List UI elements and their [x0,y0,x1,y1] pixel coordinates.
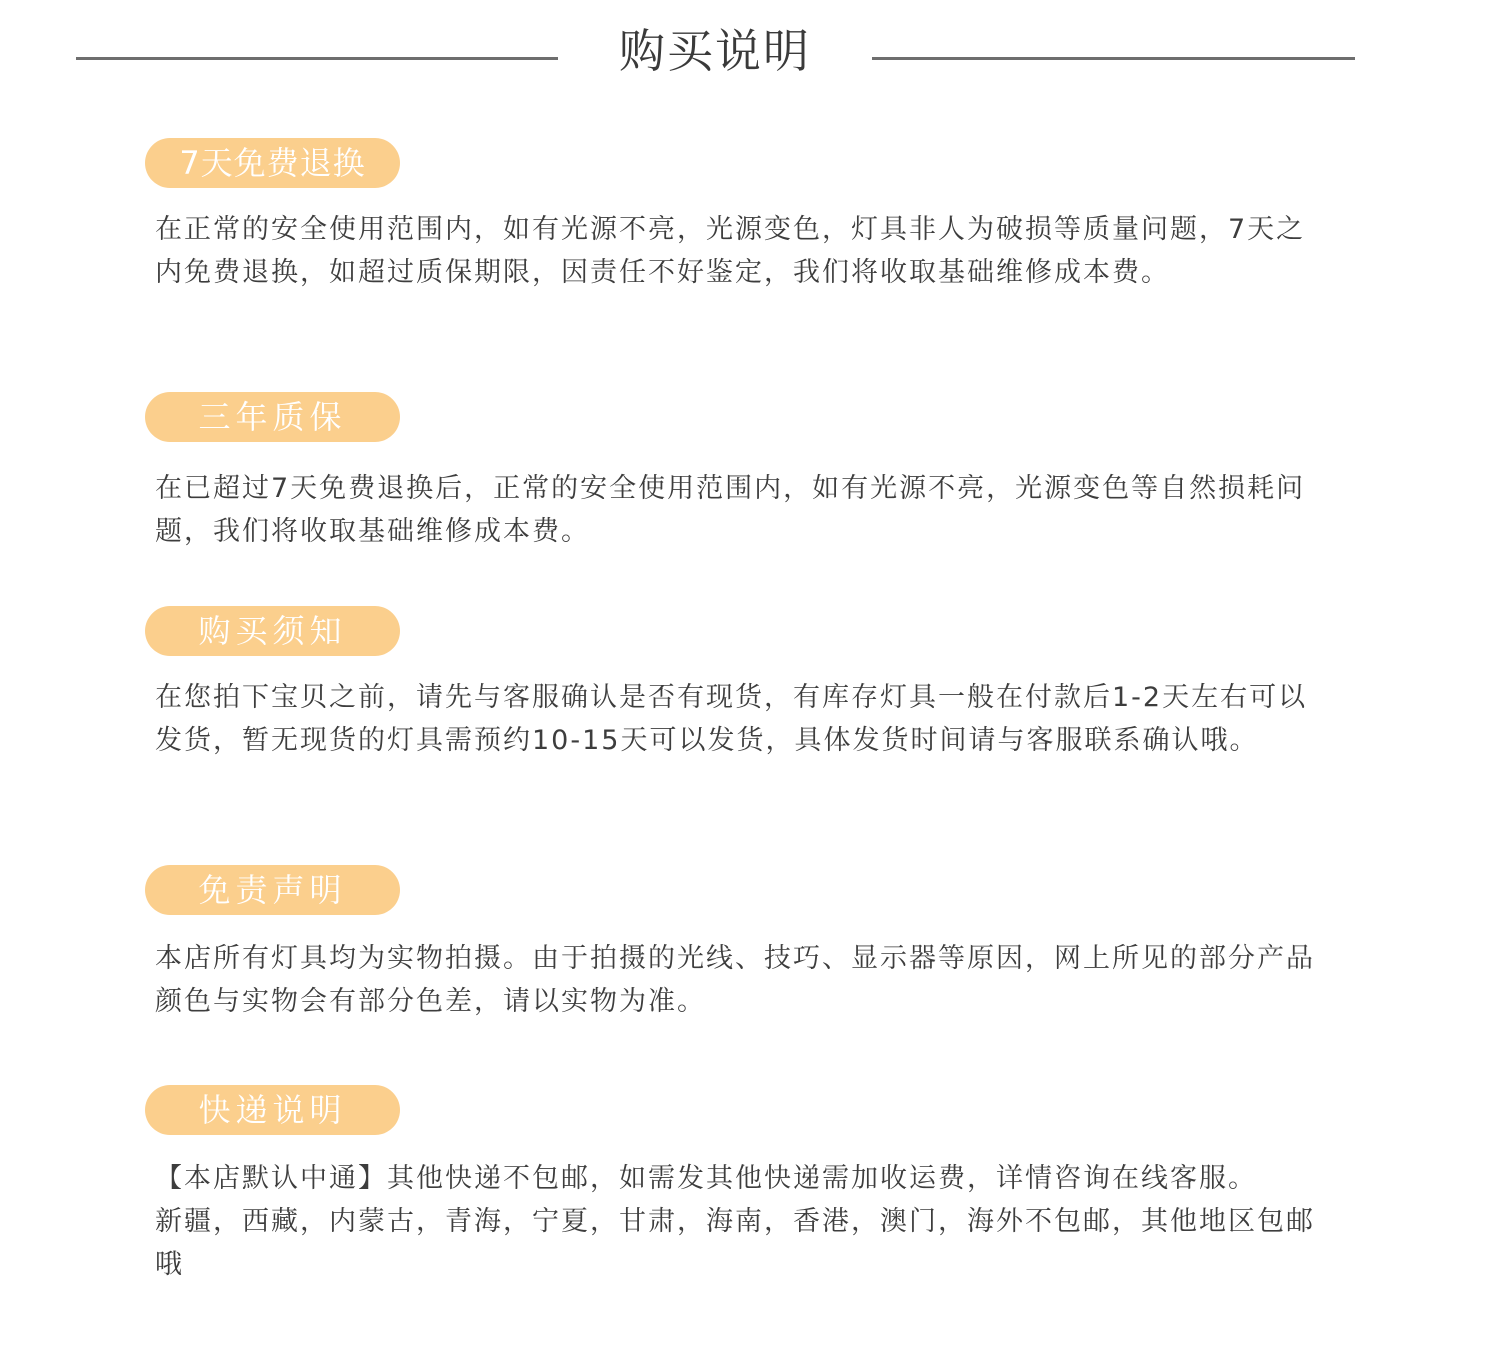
section-text-regions: 新疆，西藏，内蒙古，青海，宁夏，甘肃，海南，香港，澳门，海外不包邮，其他地区包邮哦 [155,1206,1315,1280]
section-purchase-notice [145,606,1345,762]
section-shipping [145,1085,1345,1286]
section-disclaimer [145,865,1345,1023]
section-warranty [145,392,1345,553]
section-badge: 快递说明 [145,1085,400,1135]
section-free-return [145,138,1345,294]
section-text: 【本店默认中通】其他快递不包邮，如需发其他快递需加收运费，详情咨询在线客服。 [155,1163,1257,1194]
section-badge: 购买须知 [145,606,400,656]
section-badge: 免责声明 [145,865,400,915]
section-text: 在正常的安全使用范围内，如有光源不亮，光源变色，灯具非人为破损等质量问题，7天之内免费退换，如超过质保期限，因责任不好鉴定，我们将收取基础维修成本费。 [155,214,1306,288]
section-text: 在已超过7天免费退换后，正常的安全使用范围内，如有光源不亮，光源变色等自然损耗问题，我们将收取基础维修成本费。 [155,473,1306,547]
section-badge: 三年质保 [145,392,400,442]
section-badge: 7天免费退换 [145,138,400,188]
section-text: 本店所有灯具均为实物拍摄。由于拍摄的光线、技巧、显示器等原因，网上所见的部分产品颜色与实物会有部分色差，请以实物为准。 [155,943,1315,1017]
header-rule-left [76,57,558,60]
page-title: 购买说明 [619,24,811,78]
section-text: 在您拍下宝贝之前，请先与客服确认是否有现货，有库存灯具一般在付款后1-2天左右可以发货，暂无现货的灯具需预约10-15天可以发货，具体发货时间请与客服联系确认哦。 [155,682,1308,756]
header-rule-right [872,57,1355,60]
